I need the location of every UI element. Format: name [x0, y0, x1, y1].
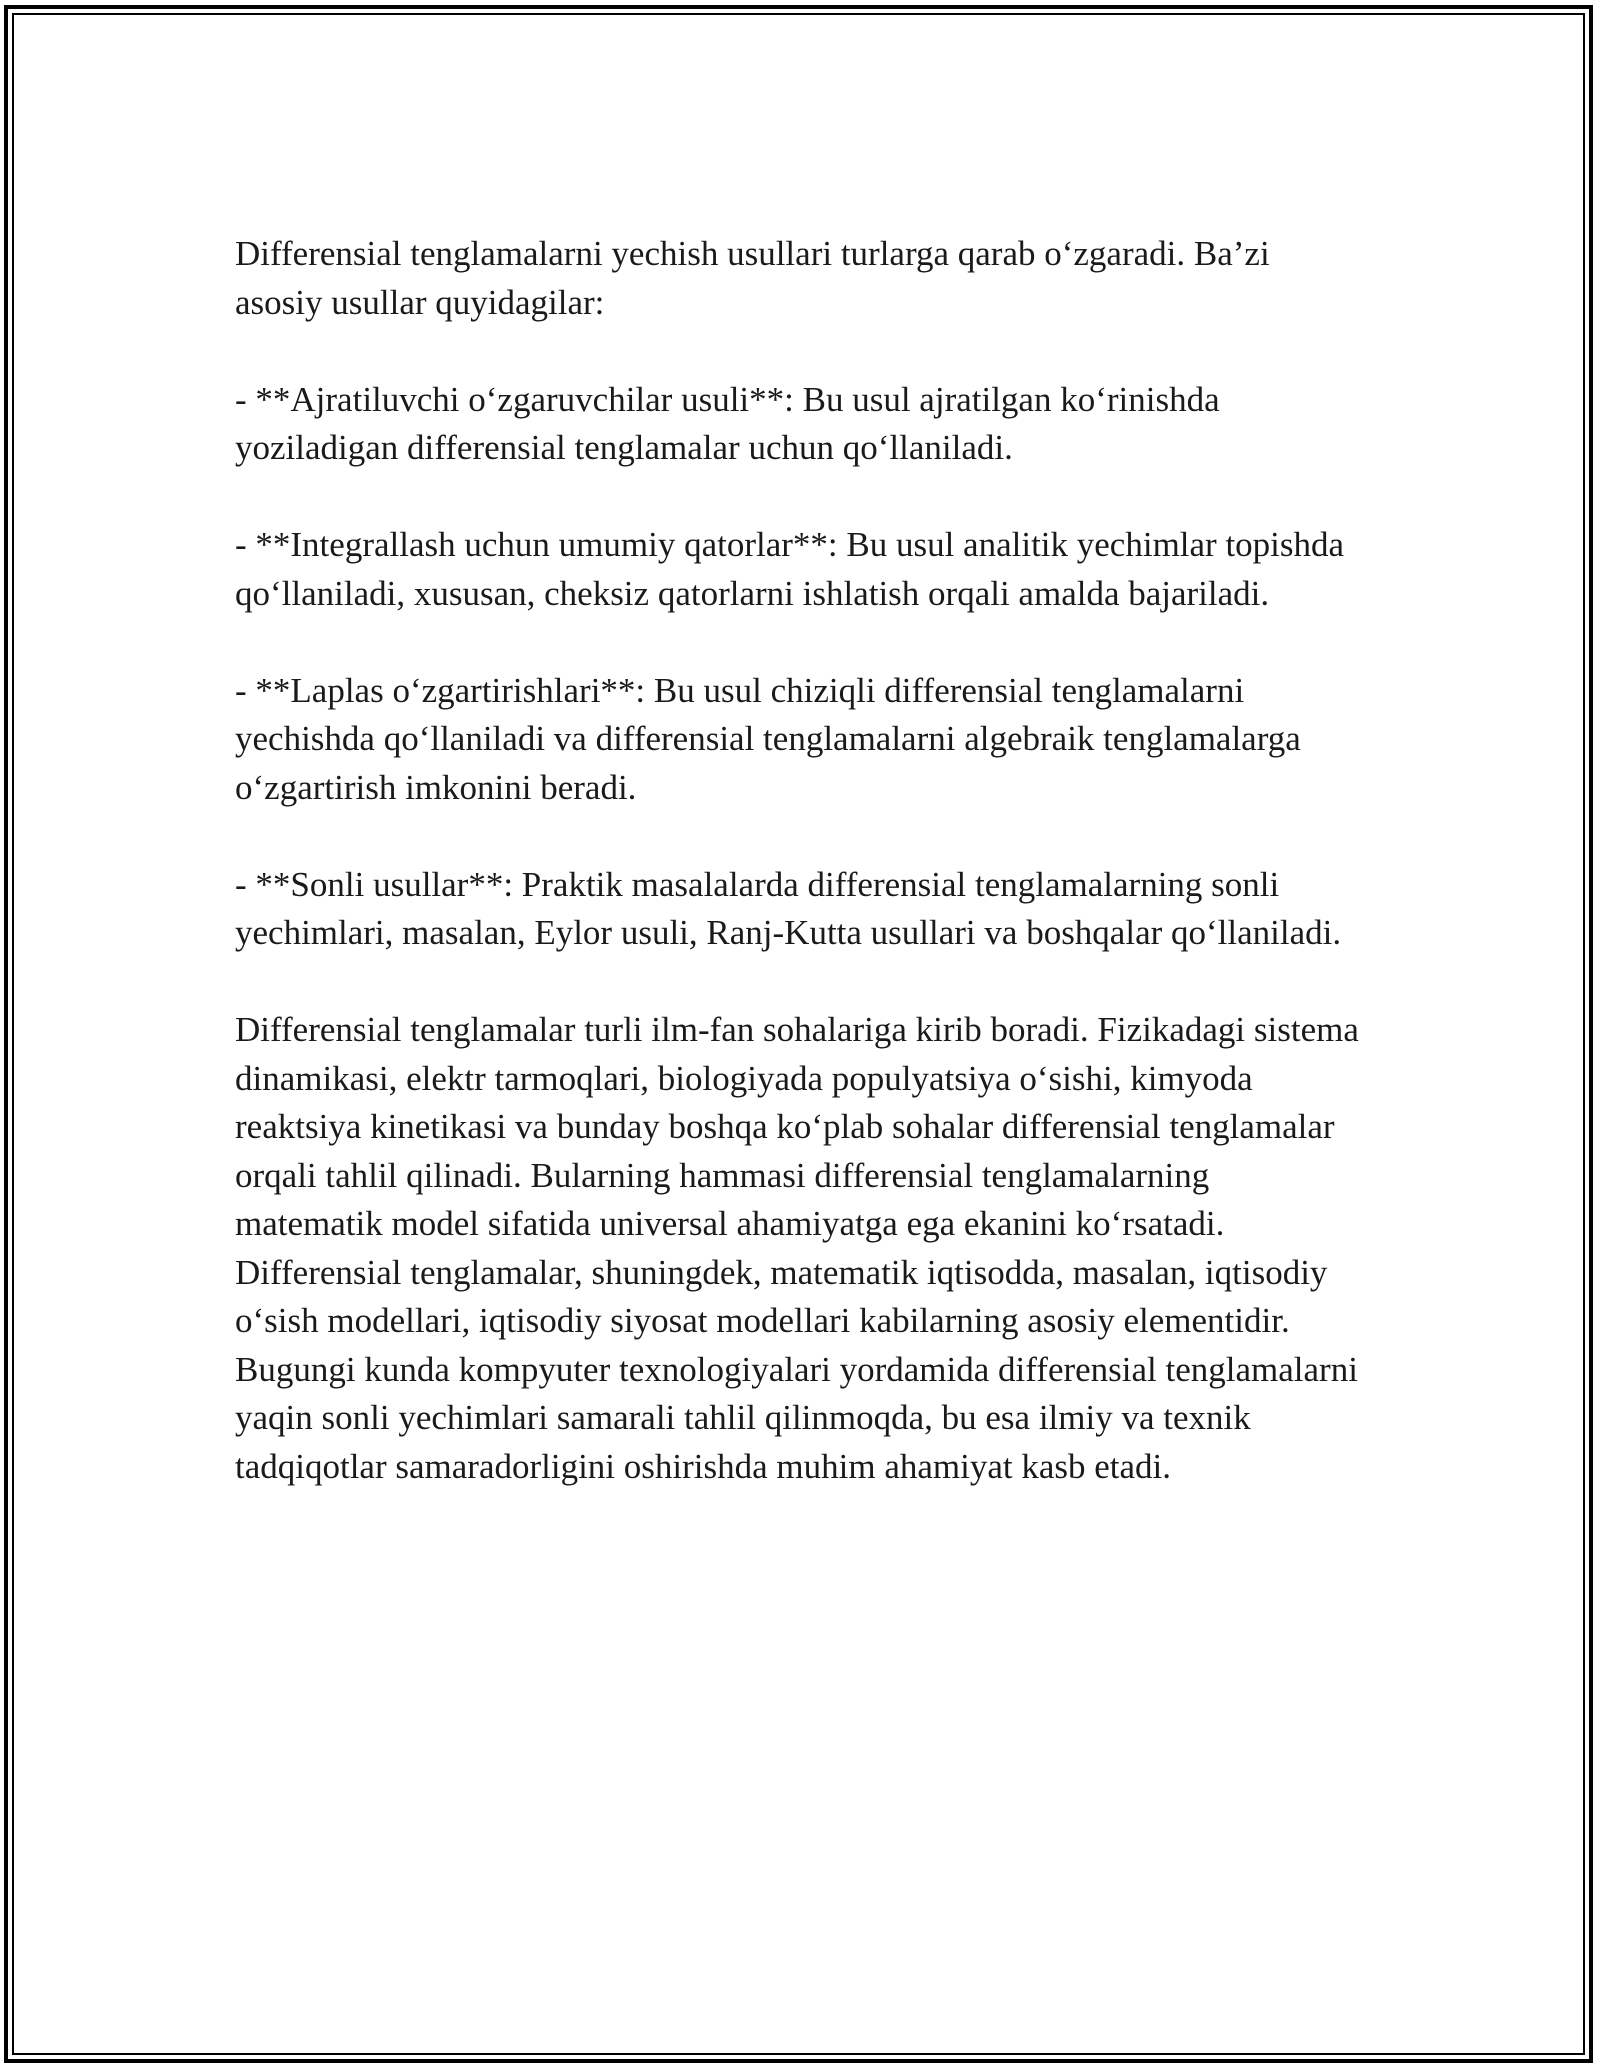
method-numerical: - **Sonli usullar**: Praktik masalalarda differensial tenglamalarning sonli yechimlari, masalan, Eylor usuli, Ranj-Kutta usullari va boshqalar qo‘llaniladi. [235, 864, 1342, 952]
method-separable-variables: - **Ajratiluvchi o‘zgaruvchilar usuli**: Bu usul ajratilgan ko‘rinishda yoziladigan differensial tenglamalar uchun qo‘llaniladi. [235, 379, 1220, 467]
method-laplace-transform: - **Laplas o‘zgartirishlari**: Bu usul chiziqli differensial tenglamalarni yechishda qo‘llaniladi va differensial tenglamalarni algebraik tenglamalarga o‘zgartirish imkonini beradi. [235, 670, 1301, 807]
document-body [235, 230, 1365, 1540]
intro-paragraph: Differensial tenglamalarni yechish usullari turlarga qarab o‘zgaradi. Ba’zi asosiy usullar quyidagilar: [235, 234, 1270, 322]
applications-paragraph: Differensial tenglamalar turli ilm-fan sohalariga kirib boradi. Fizikadagi sistema dinamikasi, elektr tarmoqlari, biologiyada populyatsiya o‘sishi, kimyoda reaktsiya kinetikasi va bunday boshqa ko‘plab sohalar differensial tenglamalar orqali tahlil qilinadi. Bularning hammasi differensial tenglamalarning matematik model sifatida universal ahamiyatga ega ekanini ko‘rsatadi. Differensial tenglamalar, shuningdek, matematik iqtisodda, masalan, iqtisodiy o‘sish modellari, iqtisodiy siyosat modellari kabilarning asosiy elementidir. Bugungi kunda kompyuter texnologiyalari yordamida differensial tenglamalarni yaqin sonli yechimlari samarali tahlil qilinmoqda, bu esa ilmiy va texnik tadqiqotlar samaradorligini oshirishda muhim ahamiyat kasb etadi. [235, 1010, 1359, 1486]
method-series-integration: - **Integrallash uchun umumiy qatorlar**: Bu usul analitik yechimlar topishda qo‘llaniladi, xususan, cheksiz qatorlarni ishlatish orqali amalda bajariladi. [235, 525, 1345, 613]
